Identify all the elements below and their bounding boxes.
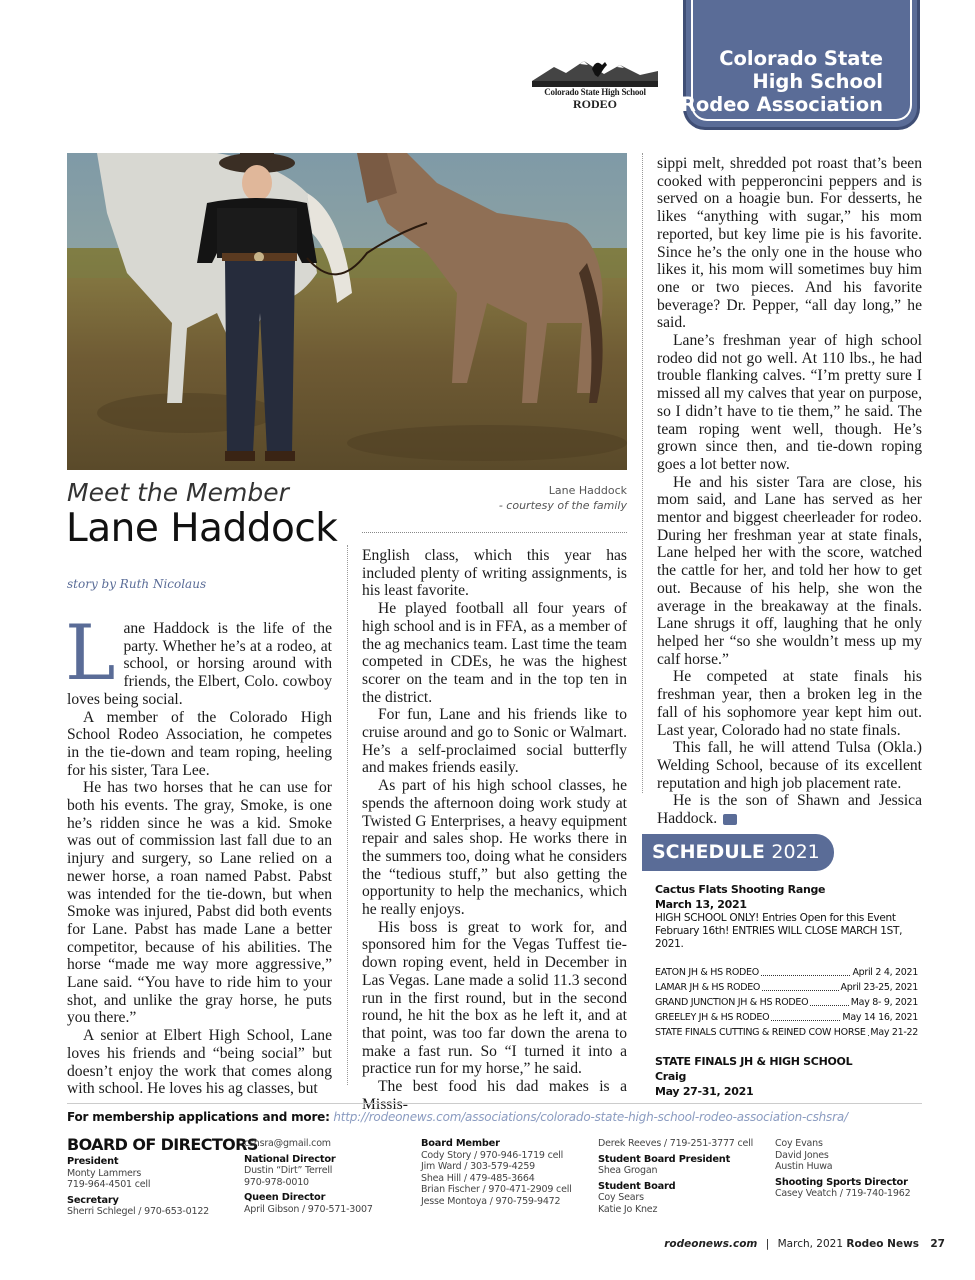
schedule-finals-place: Craig: [655, 1070, 687, 1083]
student-board-member: Austin Huwa: [775, 1161, 833, 1172]
schedule-event: STATE FINALS CUTTING & REINED COW HORSE May 21-22: [655, 1027, 918, 1038]
article-headline: Lane Haddock: [66, 506, 338, 551]
article-paragraph: A member of the Colorado High School Rodeo Association, he competes in the tie-down and team roping, heeling for his sister, Tara Lee.: [67, 708, 332, 779]
association-header-tab: [680, 0, 920, 130]
shooting-director-label: Shooting Sports Director: [775, 1176, 908, 1188]
column-divider: [347, 545, 348, 1085]
logo-text-line2: RODEO: [572, 97, 617, 111]
article-paragraph: The best food his dad makes is a Missis-: [362, 1078, 627, 1113]
membership-line: [67, 1110, 848, 1124]
association-email[interactable]: cshsra@gmail.com: [244, 1138, 331, 1149]
student-board-member: Coy Evans: [775, 1138, 823, 1149]
folio-magazine: Rodeo News: [846, 1238, 920, 1250]
schedule-venue-note: HIGH SCHOOL ONLY! Entries Open for this Event February 16th! ENTRIES WILL CLOSE MARCH 1ST, 2021.: [655, 912, 903, 950]
article-paragraph: Lane’s freshman year of high school rodeo did not go well. At 110 lbs., he had trouble flanking calves. “I’m pretty sure I missed all my calves that year on purpose, so I didn’t have to tie them,” he said. The team roping went well, though. He’s grown since then, and tie-down roping goes a lot better now.: [657, 332, 922, 473]
schedule-finals-title: STATE FINALS JH & HIGH SCHOOL: [655, 1055, 853, 1068]
schedule-venue: Cactus Flats Shooting Range: [655, 883, 826, 896]
rodeo-logo: [532, 57, 658, 115]
board-member: Brian Fischer / 970-471-2909 cell: [421, 1184, 572, 1195]
student-board-member: Katie Jo Knez: [598, 1203, 658, 1215]
schedule-header: [642, 834, 834, 871]
page-number: 27: [930, 1238, 945, 1250]
logo-text-line1: Colorado State High School: [544, 87, 646, 97]
schedule-event: LAMAR JH & HS RODEO April 23-25, 2021: [655, 982, 918, 993]
president-label: President: [67, 1156, 119, 1167]
article-paragraph: His boss is great to work for, and sponsored him for the Vegas Tuffest tie-down roping event, held in December in Las Vegas. Lane made a solid 11.3 second run in the first round, but in the second round, he hit the box as he left it, and at that point, was too far down the arena to make a fast run. So “I turned it into a practice run for my horse,” he said.: [362, 918, 627, 1078]
mountain-rider-icon: [532, 57, 658, 89]
schedule-venue-date: March 13, 2021: [655, 898, 747, 911]
article-paragraph: A senior at Elbert High School, Lane loves his friends and “being social” but doesn’t enjoy the work that comes along with school. He loves his ag classes, but: [67, 1027, 332, 1098]
article-paragraph: This fall, he will attend Tulsa (Okla.) Welding School, because of its excellent reputation and high job placement rate.: [657, 739, 922, 792]
national-director-phone: 970-978-0010: [244, 1176, 309, 1188]
article-paragraph: He played football all four years of high school and is in FFA, as a member of the ag mechanics team. Last time the team competed in CDEs, he was the highest scorer on the team and in the top ten in the district.: [362, 600, 627, 706]
article-paragraph: For fun, Lane and his friends like to cruise around and go to Sonic or Walmart. He’s a self-proclaimed social butterfly and makes friends easily.: [362, 706, 627, 777]
article-column-3: [657, 155, 922, 828]
secretary-info: Sherri Schlegel / 970-653-0122: [67, 1206, 210, 1217]
member-photo: [67, 153, 627, 470]
board-column-3: [421, 1138, 591, 1207]
student-board-label: Student Board: [598, 1180, 676, 1192]
national-director-label: National Director: [244, 1153, 336, 1165]
board-column-4: [598, 1138, 768, 1215]
article-paragraph: English class, which this year has included plenty of writing assignments, is his least favorite.: [362, 547, 627, 600]
article-column-2: [362, 547, 627, 1114]
article-paragraph: He has two horses that he can use for both his events. The gray, Smoke, is one he’s ridden since he was a kid. Smoke was out of commission last fall due to an injury and surgery, so Lane relied on a newer horse, a roan named Pabst. Pabst was intended for the tie-down, but when Smoke was injured, Pabst did both events for Lane. Pabst has made Lane a better competitor, because of his abilities. The horse “made me way more aggressive,” Lane said. “You have to ride him to your shot, and unlike the gray horse, he puts you there.”: [67, 779, 332, 1027]
membership-link[interactable]: http://rodeonews.com/associations/colorado-state-high-school-rodeo-association-cshsra/: [333, 1110, 848, 1124]
schedule-list: [655, 882, 918, 1099]
article-paragraph: He and his sister Tara are close, his mom said, and Lane has served as her mentor and biggest cheerleader for rodeo. During her freshman year at state finals, Lane helped her with the score, watched the cattle for her, and told her how to get out. Because of his help, she won the average in the breakaway at the finals. Lane shrugs it off, laughing that he only helped her “so she wouldn’t mess up my calf horse.”: [657, 473, 922, 668]
folio-date: March, 2021: [777, 1238, 844, 1250]
schedule-finals-date: May 27-31, 2021: [655, 1085, 754, 1098]
board-column-2: [244, 1138, 414, 1215]
schedule-year: 2021: [771, 841, 820, 863]
board-member: Jim Ward / 303-579-4259: [421, 1161, 536, 1172]
board-member: Jesse Montoya / 970-759-9472: [421, 1195, 561, 1207]
caption-divider: [362, 532, 627, 533]
student-president-label: Student Board President: [598, 1153, 731, 1165]
footer-divider: [67, 1103, 922, 1104]
queen-director-info: April Gibson / 970-571-3007: [244, 1203, 373, 1215]
student-president-name: Shea Grogan: [598, 1165, 658, 1176]
schedule-title: SCHEDULE: [652, 841, 765, 863]
page-folio: rodeonews.com | March, 2021 Rodeo News 27: [664, 1238, 945, 1250]
article-paragraph: He is the son of Shawn and Jessica Haddock.: [657, 792, 922, 828]
schedule-event: GREELEY JH & HS RODEO May 14 16, 2021: [655, 1012, 918, 1023]
drop-cap: L: [65, 608, 116, 697]
photo-caption-name: Lane Haddock: [548, 484, 627, 497]
board-column-5: [775, 1138, 925, 1200]
secretary-label: Secretary: [67, 1194, 119, 1206]
article-column-1: [65, 608, 332, 1098]
article-byline: story by Ruth Nicolaus: [67, 577, 207, 591]
board-column-1: [67, 1156, 237, 1218]
article-paragraph: sippi melt, shredded pot roast that’s been cooked with pepperoncini peppers and is served on a hoagie bun. For desserts, he likes “anything with sugar,” his mom reported, but key lime pie is his favorite. Since he’s the only one in the house who likes it, his mom will sometimes buy him one or two pieces. And his favorite beverage? Dr. Pepper, “all day long,” he said.: [657, 155, 922, 332]
photo-credit: - courtesy of the family: [498, 499, 627, 512]
article-paragraph: He competed at state finals his freshman year, then a broken leg in the fall of his sophomore year kept him out. Last year, Colorado had no state finals.: [657, 668, 922, 739]
article-kicker: Meet the Member: [67, 478, 289, 507]
membership-label: For membership applications and more:: [67, 1110, 330, 1124]
board-member: Shea Hill / 479-485-3664: [421, 1172, 535, 1184]
board-member-label: Board Member: [421, 1138, 500, 1149]
student-board-member: Coy Sears: [598, 1192, 644, 1203]
column-divider: [642, 153, 643, 793]
board-member: Cody Story / 970-946-1719 cell: [421, 1149, 564, 1161]
shooting-director-info: Casey Veatch / 719-740-1962: [775, 1188, 911, 1199]
article-paragraph: Lane Haddock is the life of the party. Whether he’s at a rodeo, at school, or horsing around with friends, the Elbert, Colo. cowboy loves being social.: [65, 608, 332, 708]
queen-director-label: Queen Director: [244, 1192, 326, 1203]
schedule-event: EATON JH & HS RODEO April 2 4, 2021: [655, 967, 918, 978]
folio-site: rodeonews.com: [664, 1238, 758, 1250]
student-board-member: David Jones: [775, 1149, 829, 1161]
end-mark-icon: [723, 814, 737, 825]
board-member: Derek Reeves / 719-251-3777 cell: [598, 1138, 754, 1149]
schedule-event: GRAND JUNCTION JH & HS RODEO May 8- 9, 2021: [655, 997, 918, 1008]
association-title: Colorado State High School Rodeo Association: [680, 47, 883, 116]
photo-caption: [440, 483, 627, 513]
article-paragraph: As part of his high school classes, he spends the afternoon doing work study at Twisted G Enterprises, a heavy equipment repair and sales shop. He works there in the summers too, doing what he considers the “tedious stuff,” but also getting the opportunity to help the mechanics, which he really enjoys.: [362, 777, 627, 919]
national-director-name: Dustin “Dirt” Terrell: [244, 1165, 333, 1176]
board-title: BOARD OF DIRECTORS: [67, 1135, 258, 1154]
president-phone: 719-964-4501 cell: [67, 1179, 151, 1190]
president-name: Monty Lammers: [67, 1167, 142, 1179]
